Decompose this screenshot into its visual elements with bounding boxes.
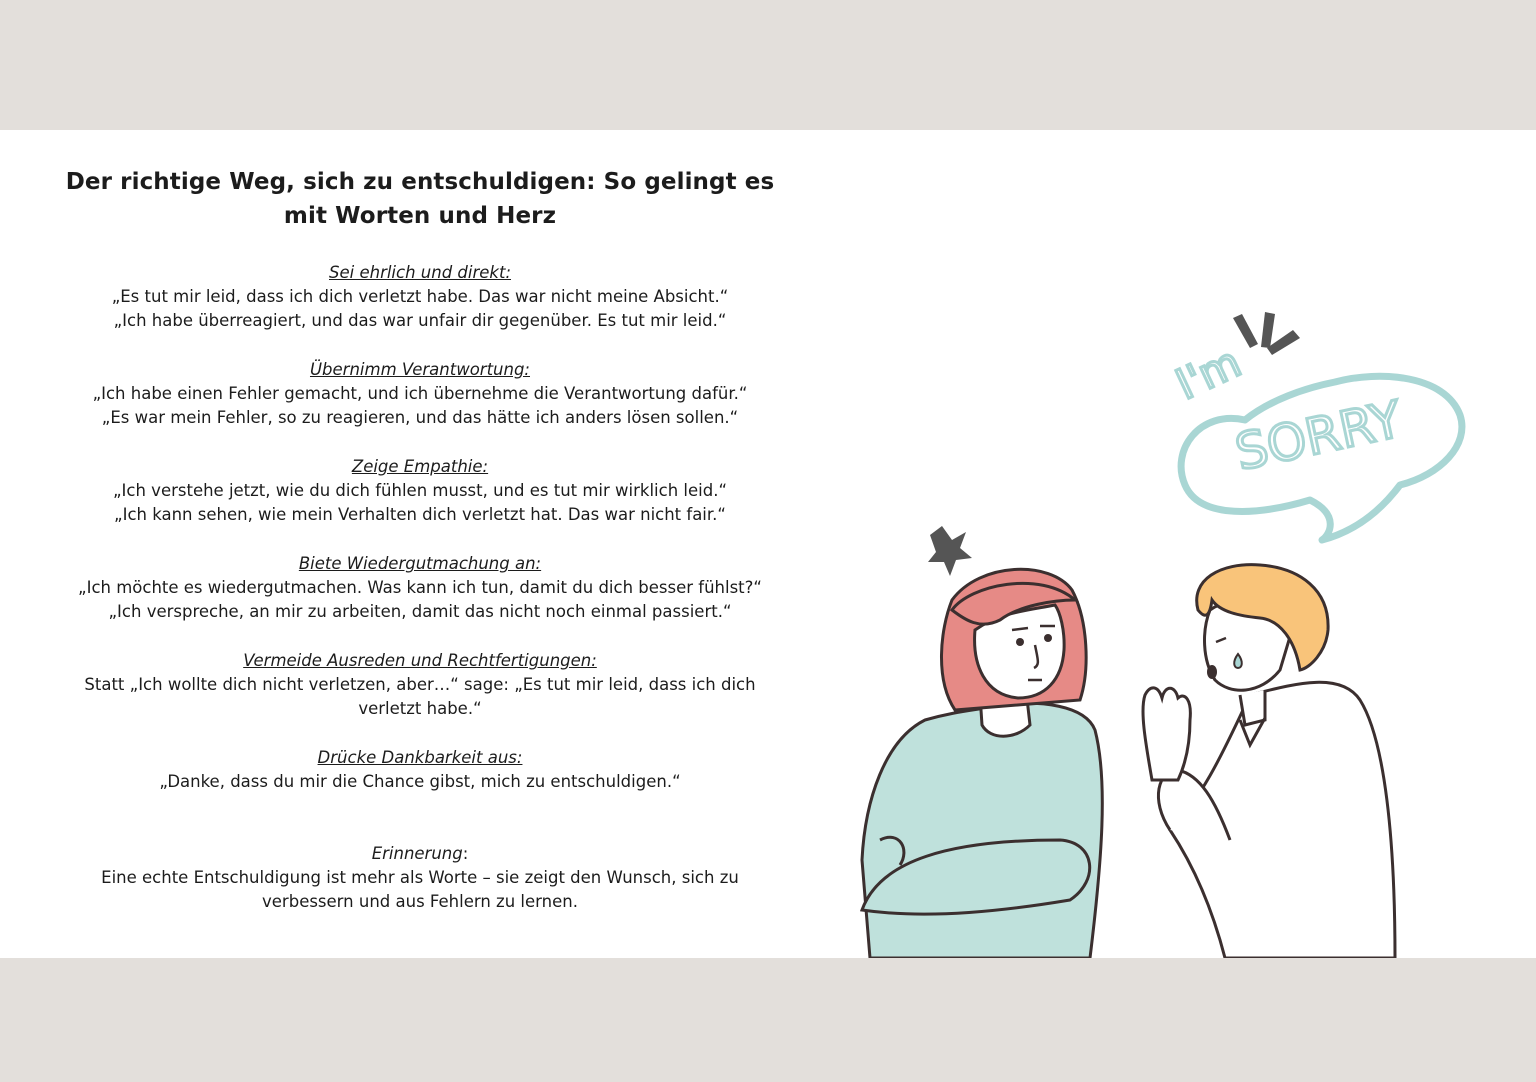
man-figure <box>1143 565 1395 958</box>
bubble-prefix: I'm <box>1168 337 1249 410</box>
section-line: „Ich habe einen Fehler gemacht, und ich übernehme die Verantwortung dafür.“ <box>92 384 748 403</box>
speech-bubble <box>1169 337 1462 540</box>
section-line: „Danke, dass du mir die Chance gibst, mich zu entschuldigen.“ <box>159 772 681 791</box>
section-empathie <box>60 455 780 527</box>
bubble-text: SORRY <box>1230 390 1407 482</box>
apology-illustration <box>840 300 1500 958</box>
section-verantwortung <box>60 358 780 430</box>
section-line: „Es war mein Fehler, so zu reagieren, und das hätte ich anders lösen sollen.“ <box>101 408 739 427</box>
text-column <box>60 165 780 914</box>
reminder-text: Eine echte Entschuldigung ist mehr als Worte – sie zeigt den Wunsch, sich zu verbessern und aus Fehlern zu lernen. <box>101 868 739 911</box>
section-heading: Vermeide Ausreden und Rechtfertigungen: <box>243 651 597 670</box>
section-heading: Biete Wiedergutmachung an: <box>298 554 542 573</box>
section-heading: Sei ehrlich und direkt: <box>329 263 511 282</box>
reminder-label <box>60 842 780 866</box>
woman-sweater <box>862 703 1102 958</box>
top-band <box>0 0 1536 130</box>
section-line: „Ich kann sehen, wie mein Verhalten dich verletzt hat. Das war nicht fair.“ <box>114 505 726 524</box>
anger-symbol-icon <box>928 526 972 576</box>
praying-hands-icon <box>1143 688 1190 780</box>
section-wiedergutmachung <box>60 552 780 624</box>
section-ausreden <box>60 649 780 721</box>
section-line: „Ich habe überreagiert, und das war unfair dir gegenüber. Es tut mir leid.“ <box>113 311 727 330</box>
woman-figure <box>862 569 1102 958</box>
section-line: „Ich möchte es wiedergutmachen. Was kann ich tun, damit du dich besser fühlst?“ <box>78 578 762 597</box>
bottom-band <box>0 958 1536 1082</box>
reminder-colon: : <box>462 844 469 863</box>
section-line: „Ich verspreche, an mir zu arbeiten, damit das nicht noch einmal passiert.“ <box>108 602 732 621</box>
section-sei-ehrlich <box>60 261 780 333</box>
section-dankbarkeit <box>60 746 780 794</box>
section-line: Statt „Ich wollte dich nicht verletzen, aber…“ sage: „Es tut mir leid, dass ich dich verletzt habe.“ <box>84 675 756 718</box>
page-title: Der richtige Weg, sich zu entschuldigen: So gelingt es mit Worten und Herz <box>65 169 775 229</box>
section-line: „Es tut mir leid, dass ich dich verletzt habe. Das war nicht meine Absicht.“ <box>111 287 729 306</box>
section-line: „Ich verstehe jetzt, wie du dich fühlen musst, und es tut mir wirklich leid.“ <box>112 481 727 500</box>
reminder-label-text: Erinnerung <box>371 844 463 863</box>
reminder-block <box>60 842 780 914</box>
section-heading: Drücke Dankbarkeit aus: <box>317 748 523 767</box>
illustration-svg <box>840 300 1500 958</box>
section-heading: Zeige Empathie: <box>351 457 489 476</box>
surprise-marks-icon <box>1233 312 1300 355</box>
section-heading: Übernimm Verantwortung: <box>309 360 530 379</box>
